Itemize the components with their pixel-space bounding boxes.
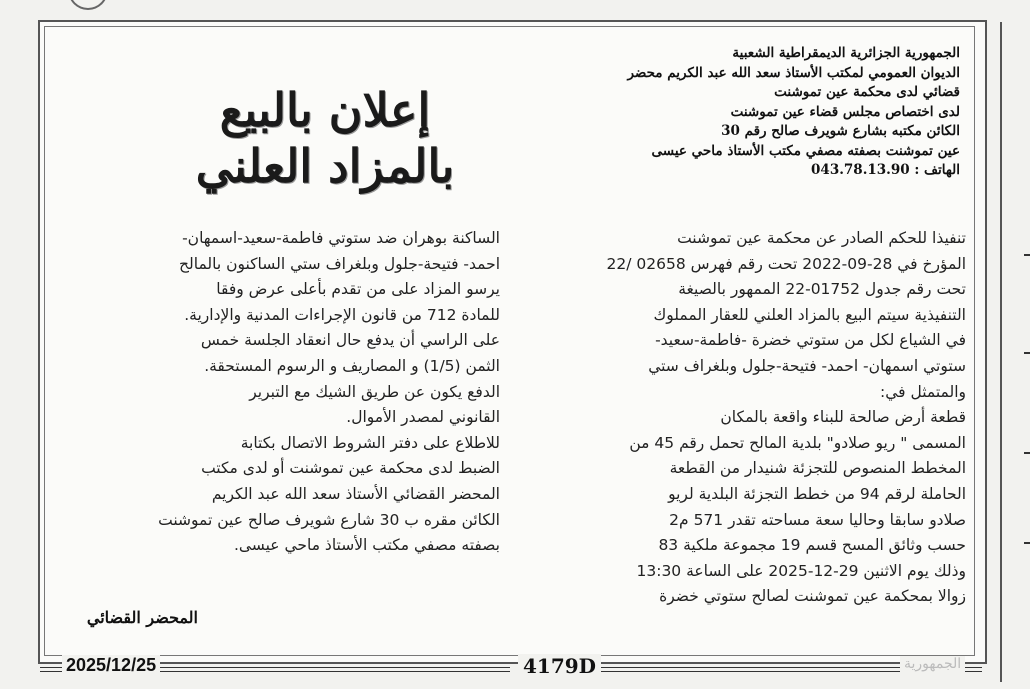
body-line: حسب وثائق المسح قسم 19 مجموعة ملكية 83 — [658, 536, 966, 555]
body-line: للمادة 712 من قانون الإجراءات المدنية والإدارية. — [184, 305, 500, 324]
header-line: الكائن مكتبه بشارع شويرف صالح رقم 30 — [721, 123, 960, 139]
title-line-1: إعلان بالبيع — [219, 83, 431, 137]
header-line: عين تموشنت بصفته مصفي مكتب الأستاذ ماحي عيسى — [651, 142, 960, 159]
body-line: قطعة أرض صالحة للبناء واقعة بالمكان — [720, 408, 966, 427]
footer-date: 2025/12/25 — [62, 655, 160, 676]
body-line: للاطلاع على دفتر الشروط الاتصال بكتابة — [240, 433, 500, 452]
body-line: الساكنة بوهران ضد ستوتي فاطمة-سعيد-اسمهان- — [182, 229, 500, 247]
body-line: في الشياع لكل من ستوتي خضرة -فاطمة-سعيد- — [655, 331, 966, 350]
body-line: زوالا بمحكمة عين تموشنت لصالح ستوتي خضرة — [659, 587, 966, 606]
body-line: الكائن مقره ب 30 شارع شويرف صالح عين تموشنت — [158, 510, 500, 529]
body-line: يرسو المزاد على من تقدم بأعلى عرض وفقا — [216, 280, 500, 299]
body-line: المؤرخ في 28-09-2022 تحت رقم فهرس 02658 /22 — [606, 254, 966, 273]
header-line: قضائي لدى محكمة عين تموشنت — [774, 84, 960, 100]
header-line: لدى اختصاص مجلس قضاء عين تموشنت — [730, 103, 960, 120]
body-line: المسمى " ريو صلادو" بلدية المالح تحمل رقم 45 من — [629, 433, 966, 452]
issuer-header — [540, 44, 960, 181]
body-line: بصفته مصفي مكتب الأستاذ ماحي عيسى. — [233, 536, 500, 555]
body-line: وذلك يوم الاثنين 29-12-2025 على الساعة 13:30 — [636, 561, 966, 580]
body-line: تنفيذا للحكم الصادر عن محكمة عين تموشنت — [677, 229, 966, 247]
newspaper-name: الجمهورية — [900, 656, 965, 672]
body-column-left — [60, 226, 500, 559]
body-column-right — [524, 226, 966, 610]
body-line: احمد- فتيحة-جلول وبلغراف ستي الساكنون بالمالح — [179, 254, 500, 273]
adjacent-column-edge — [1000, 22, 1030, 682]
body-line: الضبط لدى محكمة عين تموشنت أو لدى مكتب — [201, 459, 500, 478]
body-line: المخطط المنصوص للتجزئة شنيدار من القطعة — [669, 459, 966, 478]
body-line: على الراسي أن يدفع حال انعقاد الجلسة خمس — [200, 331, 500, 350]
body-line: الحاملة لرقم 94 من خطط التجزئة البلدية لريو — [668, 484, 966, 503]
body-line: صلادو سابقا وحاليا سعة مساحته تقدر 571 م2 — [669, 510, 966, 529]
header-line: الجمهورية الجزائرية الديمقراطية الشعبية — [732, 45, 960, 61]
header-line: الديوان العمومي لمكتب الأستاذ سعد الله عبد الكريم محضر — [627, 64, 960, 81]
title-line-2: بالمزاد العلني — [195, 139, 455, 193]
body-line: الثمن (1/5) و المصاريف و الرسوم المستحقة. — [204, 356, 500, 375]
header-phone: الهاتف : 043.78.13.90 — [811, 162, 960, 178]
notice-title — [150, 82, 500, 194]
bailiff-signature: المحضر القضائي — [86, 608, 198, 627]
body-line: والمتمثل في: — [879, 382, 966, 401]
footer-code: 4179D — [518, 654, 601, 678]
body-line: تحت رقم جدول 01752-22 الممهور بالصيغة — [678, 280, 966, 299]
page-footer — [40, 655, 982, 681]
body-line: التنفيذية سيتم البيع بالمزاد العلني للعقار المملوك — [653, 305, 966, 324]
seal-edge — [68, 0, 108, 10]
body-line: القانوني لمصدر الأموال. — [346, 408, 500, 427]
body-line: ستوتي اسمهان- احمد- فتيحة-جلول وبلغراف ستي — [648, 356, 966, 375]
body-line: المحضر القضائي الأستاذ سعد الله عبد الكريم — [211, 484, 500, 503]
body-line: الدفع يكون عن طريق الشيك مع التبرير — [249, 382, 500, 401]
